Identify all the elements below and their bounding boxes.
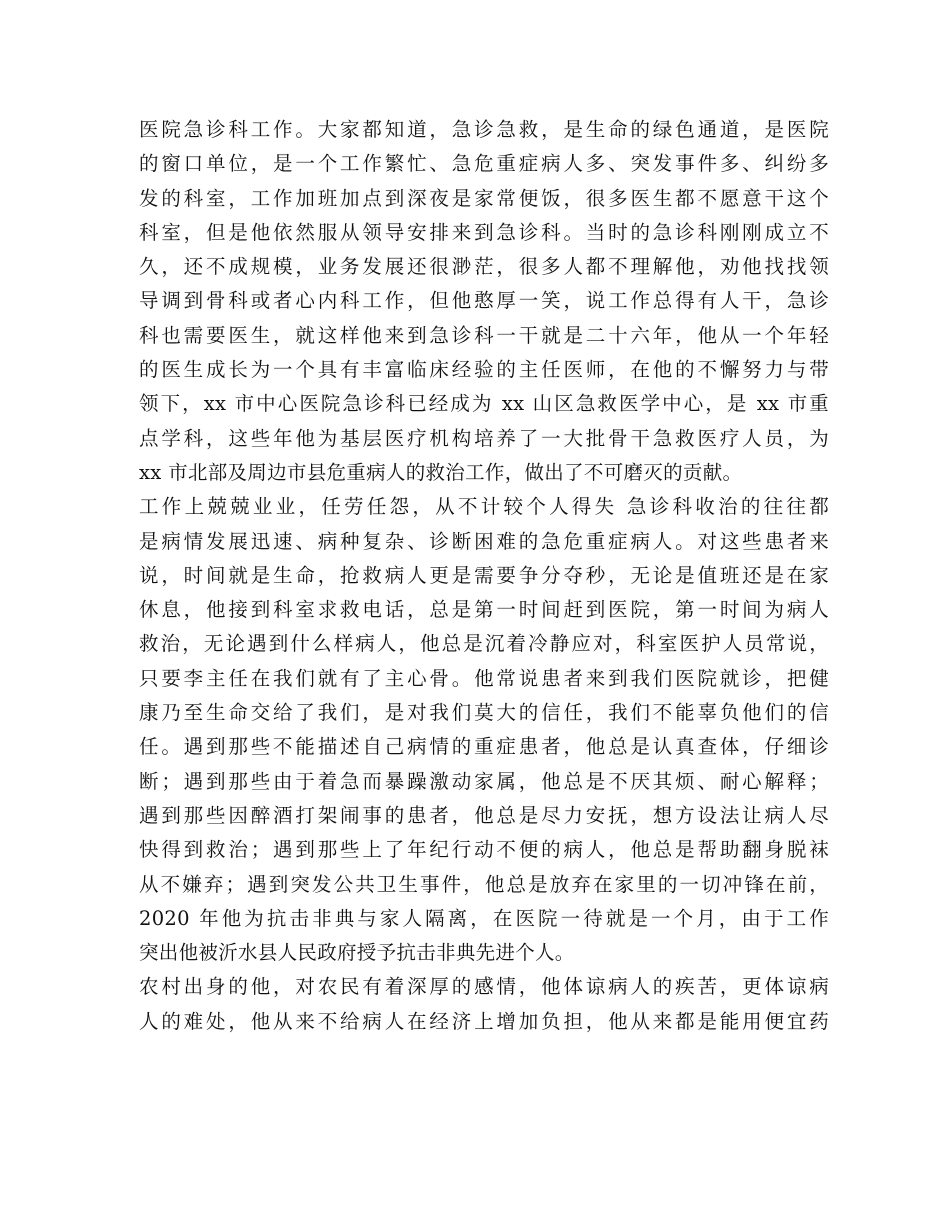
- text-line: 久，还不成规模，业务发展还很渺茫，很多人都不理解他，劝他找找领: [139, 255, 829, 279]
- text-line: 救治，无论遇到什么样病人，他总是沉着冷静应对，科室医护人员常说，: [139, 632, 829, 656]
- text-line: 康乃至生命交给了我们，是对我们莫大的信任，我们不能辜负他们的信: [139, 701, 829, 725]
- text-line: 的医生成长为一个具有丰富临床经验的主任医师，在他的不懈努力与带: [139, 358, 829, 382]
- text-line: 工作上兢兢业业，任劳任怨，从不计较个人得失 急诊科收治的往往都: [139, 495, 829, 519]
- text-line: 任。遇到那些不能描述自己病情的重症患者，他总是认真查体，仔细诊: [139, 735, 829, 759]
- text-line: 科也需要医生，就这样他来到急诊科一干就是二十六年，他从一个年轻: [139, 323, 829, 347]
- text-line: 说，时间就是生命，抢救病人更是需要争分夺秒，无论是值班还是在家: [139, 563, 829, 587]
- text-line: 突出他被沂水县人民政府授予抗击非典先进个人。: [139, 941, 575, 965]
- text-line: 只要李主任在我们就有了主心骨。他常说患者来到我们医院就诊，把健: [139, 666, 829, 690]
- text-line: 遇到那些因醉酒打架闹事的患者，他总是尽力安抚，想方设法让病人尽: [139, 803, 829, 827]
- text-line: 领下，xx 市中心医院急诊科已经成为 xx 山区急救医学中心，是 xx 市重: [139, 392, 829, 416]
- text-line: 休息，他接到科室求救电话，总是第一时间赶到医院，第一时间为病人: [139, 598, 829, 622]
- text-line: 农村出身的他，对农民有着深厚的感情，他体谅病人的疾苦，更体谅病: [139, 975, 829, 999]
- text-line: 断；遇到那些由于着急而暴躁激动家属，他总是不厌其烦、耐心解释；: [139, 769, 829, 793]
- text-line: 从不嫌弃；遇到突发公共卫生事件，他总是放弃在家里的一切冲锋在前，: [139, 872, 829, 896]
- text-line: 是病情发展迅速、病种复杂、诊断困难的急危重症病人。对这些患者来: [139, 529, 829, 553]
- text-line: 快得到救治；遇到那些上了年纪行动不便的病人，他总是帮助翻身脱袜: [139, 838, 829, 862]
- text-line: xx 市北部及周边市县危重病人的救治工作，做出了不可磨灭的贡献。: [139, 460, 743, 484]
- text-line: 点学科，这些年他为基层医疗机构培养了一大批骨干急救医疗人员，为: [139, 426, 829, 450]
- text-line: 医院急诊科工作。大家都知道，急诊急救，是生命的绿色通道，是医院: [139, 118, 829, 141]
- text-line: 的窗口单位，是一个工作繁忙、急危重症病人多、突发事件多、纠纷多: [139, 152, 829, 176]
- text-line: 导调到骨科或者心内科工作，但他憨厚一笑，说工作总得有人干，急诊: [139, 289, 829, 313]
- text-line: 2020 年他为抗击非典与家人隔离，在医院一待就是一个月，由于工作: [139, 906, 829, 930]
- text-line: 发的科室，工作加班加点到深夜是家常便饭，很多医生都不愿意干这个: [139, 186, 829, 210]
- body-text: [139, 113, 829, 1039]
- text-line: 科室，但是他依然服从领导安排来到急诊科。当时的急诊科刚刚成立不: [139, 220, 829, 244]
- text-line: 人的难处，他从来不给病人在经济上增加负担，他从来都是能用便宜药: [139, 1009, 829, 1033]
